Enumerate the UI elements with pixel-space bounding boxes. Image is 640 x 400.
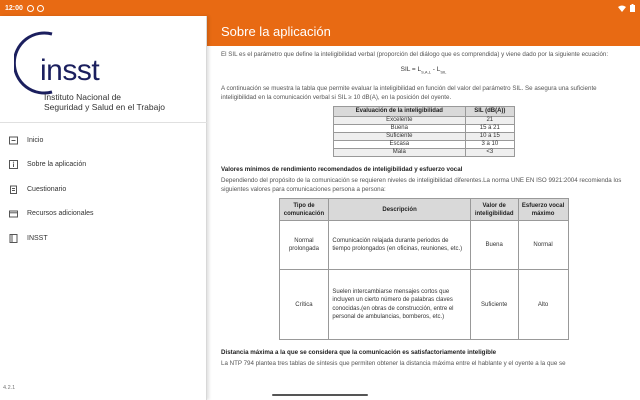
app-bar [207, 16, 640, 46]
table-row [333, 149, 514, 157]
status-time: 12:00 [5, 4, 23, 12]
app-version: 4.2.1 [3, 385, 16, 391]
nav-item-label: Recursos adicionales [27, 210, 94, 218]
table-header: Descripción [329, 199, 470, 221]
nav-item-inicio[interactable] [0, 128, 207, 153]
table-header: Esfuerzo vocal máximo [518, 199, 568, 221]
table-cell: Alto [518, 270, 568, 340]
table-row [279, 221, 568, 270]
paragraph-sil-intro: El SIL es el parámetro que define la inteligibilidad verbal (proporción del diálogo que es comprendida) y viene dado por la siguiente ecuación: [221, 51, 609, 58]
navigation-drawer [0, 16, 207, 400]
table-header: Valor de inteligibilidad [470, 199, 518, 221]
gesture-handle[interactable] [272, 394, 368, 396]
table-header: SIL (dB(A)) [466, 107, 514, 117]
drawer-menu [0, 128, 207, 251]
intelligibility-table [333, 106, 515, 157]
info-icon [9, 160, 18, 169]
wifi-icon [618, 5, 626, 12]
table-cell: Buena [333, 125, 466, 133]
nav-item-sobre[interactable] [0, 153, 207, 178]
page-title: Sobre la aplicación [221, 23, 331, 39]
table-row [333, 141, 514, 149]
table-cell: Suficiente [333, 133, 466, 141]
table-cell: <3 [466, 149, 514, 157]
building-icon [9, 234, 18, 243]
sil-formula: SIL = $L_{S,A,L} - L_{SIL}$ [400, 66, 447, 75]
clipboard-icon [9, 185, 18, 194]
nav-item-label: Cuestionario [27, 185, 67, 193]
notification-icon [27, 5, 34, 12]
nav-item-label: Inicio [27, 136, 44, 144]
table-header: Evaluación de la inteligibilidad [333, 107, 466, 117]
section-heading-max-distance: Distancia máxima a la que se considera que la comunicación es satisfactoriamente inteligible [221, 349, 497, 357]
paragraph-ntp: La NTP 794 plantea tres tablas de síntesis que permiten obtener la distancia máxima entre el hablante y el oyente a la que se [221, 360, 566, 368]
communication-table [279, 198, 569, 340]
logo-subtitle: Instituto Nacional de Seguridad y Salud en el Trabajo [44, 92, 165, 112]
table-cell: Excelente [333, 117, 466, 125]
nav-item-label: Sobre la aplicación [27, 161, 87, 169]
table-cell: Suelen intercambiarse mensajes cortos que incluyen un cierto número de palabras claves conocidas.(en obras de construcción, entre el personal de ambulancias, bomberos, etc.) [329, 270, 470, 340]
nav-item-label: INSST [27, 234, 48, 242]
table-cell: Normal [518, 221, 568, 270]
home-icon [9, 136, 18, 145]
drawer-divider [0, 122, 207, 123]
table-header: Tipo de comunicación [279, 199, 329, 221]
sync-icon [37, 5, 44, 12]
table-cell: 3 a 10 [466, 141, 514, 149]
table-cell: Comunicación relajada durante periodos de tiempo prolongados (en oficinas, reuniones, etc.) [329, 221, 470, 270]
table-cell: Mala [333, 149, 466, 157]
table-row [333, 125, 514, 133]
table-cell: Suficiente [470, 270, 518, 340]
table-row [333, 133, 514, 141]
folder-icon [9, 209, 18, 218]
nav-item-recursos[interactable] [0, 202, 207, 227]
table-row [279, 270, 568, 340]
section-heading-minimum-values: Valores mínimos de rendimiento recomendados de inteligibilidad y esfuerzo vocal [221, 166, 463, 174]
table-cell: Normal prolongada [279, 221, 329, 270]
table-cell: 21 [466, 117, 514, 125]
table-row [333, 117, 514, 125]
table-cell: Buena [470, 221, 518, 270]
paragraph-table-intro: A continuación se muestra la tabla que permite evaluar la inteligibilidad en función del valor del parámetro SIL. Se asegura una suficiente inteligibilidad en la comunicación verbal si SIL ≥ 10 dB(A), en la posición del oyente. [221, 85, 597, 102]
nav-item-insst[interactable] [0, 226, 207, 251]
table-cell: Escasa [333, 141, 466, 149]
status-bar [0, 0, 640, 16]
table-cell: Crítica [279, 270, 329, 340]
insst-logo [14, 28, 204, 120]
nav-item-cuestionario[interactable] [0, 177, 207, 202]
table-cell: 10 a 15 [466, 133, 514, 141]
table-cell: 15 a 21 [466, 125, 514, 133]
content-scroll[interactable] [207, 46, 640, 390]
battery-icon [630, 4, 635, 12]
paragraph-norma: Dependiendo del propósito de la comunicación se requieren niveles de inteligibilidad diferentes.La norma UNE EN ISO 9921:2004 recomienda los siguientes valores para comunicaciones persona a persona: [221, 177, 622, 194]
logo-word: insst [40, 54, 100, 87]
